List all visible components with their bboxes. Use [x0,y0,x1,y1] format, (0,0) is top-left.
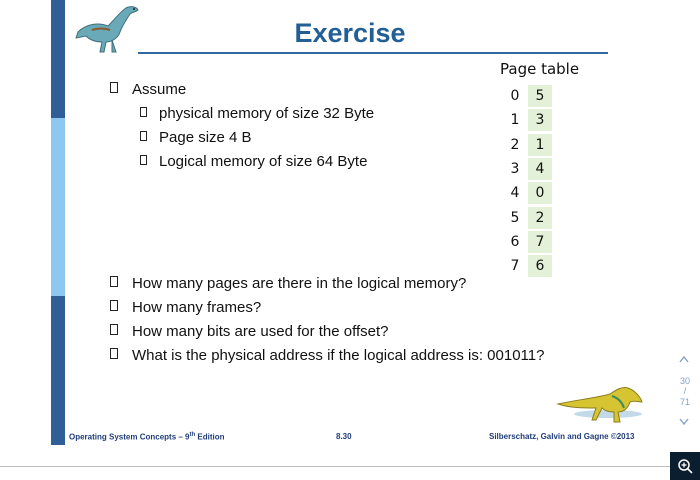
title-underline [138,52,608,54]
page-number: 5 [510,210,520,226]
left-accent-bar-highlight [51,118,65,296]
question-offset-bits [110,323,389,341]
bullet-text: Logical memory of size 64 Byte [159,153,368,170]
page-number: 2 [510,137,520,153]
bullet-text: physical memory of size 32 Byte [159,105,375,122]
footer-slide-number: 8.30 [336,432,352,441]
sub-bullet-logical-memory [140,153,367,171]
frame-number: 6 [528,255,552,277]
footer-book-title-text: Operating System Concepts – 9 [69,432,190,442]
bullet-box-icon [110,276,118,287]
frame-number: 7 [528,231,552,253]
chevron-down-icon[interactable] [678,417,690,427]
bullet-box-icon [110,300,118,311]
frame-number: 2 [528,207,552,229]
bullet-box-icon [110,82,118,93]
question-text: What is the physical address if the logical address is: 001011? [132,347,545,364]
page-number: 3 [510,161,520,177]
bullet-box-icon [110,324,118,335]
page-number: 4 [510,185,520,201]
bullet-box-icon [140,155,147,165]
frame-number: 4 [528,158,552,180]
sub-bullet-page-size [140,129,252,147]
question-pages [110,275,466,293]
question-text: How many bits are used for the offset? [132,323,389,340]
question-frames [110,299,261,317]
question-text: How many frames? [132,299,262,316]
frame-number: 3 [528,109,552,131]
footer-edition-text: Edition [195,432,225,442]
bullet-assume [110,81,186,99]
sub-bullet-physical-memory [140,105,374,123]
page-separator: / [683,386,687,396]
zoom-in-button[interactable] [670,452,700,480]
chevron-up-icon[interactable] [678,354,690,364]
frame-number: 1 [528,134,552,156]
question-text: How many pages are there in the logical memory? [132,275,467,292]
dinosaur-logo-top [72,2,144,54]
page-total: 71 [679,397,690,407]
footer-edition-superscript: th [189,432,196,438]
bullet-text: Assume [132,81,187,98]
bullet-box-icon [140,107,147,117]
bullet-box-icon [110,348,118,359]
dinosaur-logo-bottom [556,380,648,428]
slide-title: Exercise [294,18,406,48]
page-number: 0 [510,88,520,104]
footer-book-title [69,432,224,442]
zoom-in-icon [677,458,693,474]
page-number: 6 [510,234,520,250]
page-number: 7 [510,258,520,274]
bullet-text: Page size 4 B [159,129,252,146]
bullet-box-icon [140,131,147,141]
question-physical-address [110,347,544,365]
frame-number: 0 [528,182,552,204]
page-current: 30 [679,376,690,386]
page-number: 1 [510,112,520,128]
footer-copyright: Silberschatz, Galvin and Gagne ©2013 [489,432,635,441]
frame-number: 5 [528,85,552,107]
page-table-title: Page table [500,60,580,78]
